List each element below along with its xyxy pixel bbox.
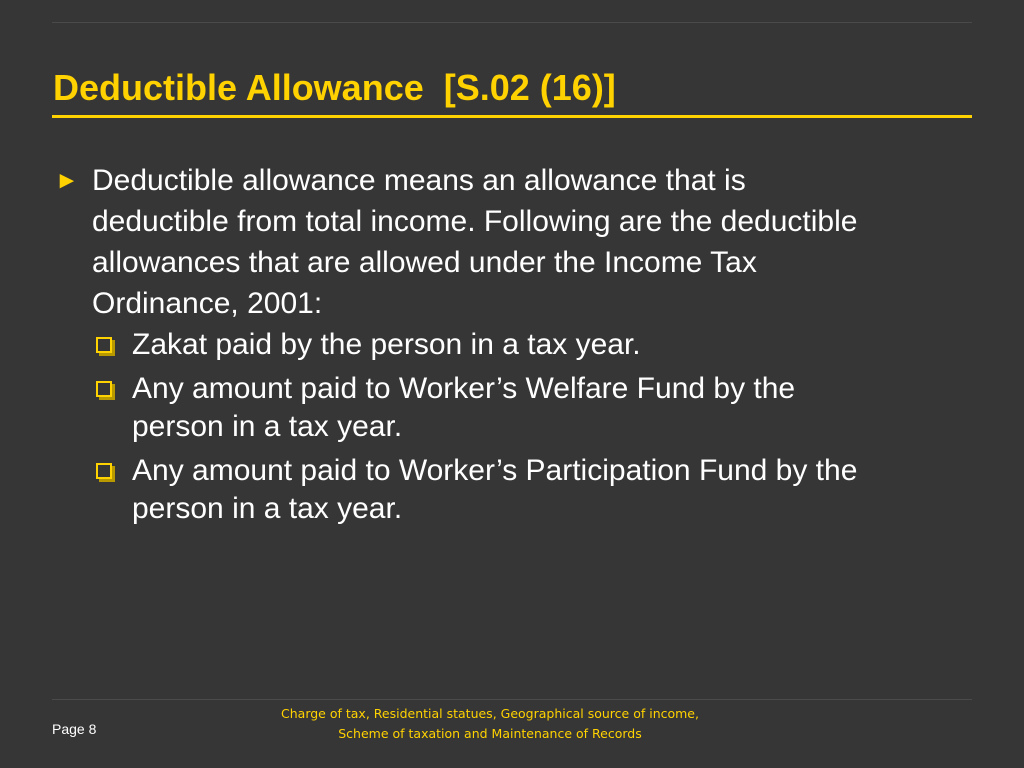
sub-bullet-line: Zakat paid by the person in a tax year. (132, 328, 641, 361)
main-bullet-line: allowances that are allowed under the Income Tax (92, 246, 757, 279)
page-number: Page 8 (52, 721, 97, 737)
main-bullet-line: Ordinance, 2001: (92, 287, 323, 320)
footer-caption-line: Scheme of taxation and Maintenance of Records (338, 726, 642, 741)
sub-bullet-line: person in a tax year. (132, 410, 403, 443)
sub-bullet-item (94, 326, 975, 364)
main-bullet-line: Deductible allowance means an allowance that is (92, 164, 746, 197)
sub-bullet-line: Any amount paid to Worker’s Welfare Fund by the (132, 372, 796, 405)
checkbox-bullet-icon (96, 381, 112, 397)
title-underline (52, 115, 972, 118)
slide-title: Deductible Allowance [S.02 (16)] (53, 67, 616, 108)
sub-bullet-line: Any amount paid to Worker’s Participation Fund by the (132, 454, 858, 487)
checkbox-bullet-icon (96, 337, 112, 353)
sub-bullet-item (94, 370, 975, 446)
footer-caption (250, 704, 730, 744)
footer-caption-line: Charge of tax, Residential statues, Geographical source of income, (281, 706, 699, 721)
footer-divider (52, 699, 972, 700)
sub-bullet-line: person in a tax year. (132, 492, 403, 525)
sub-bullet-item (94, 452, 975, 528)
main-bullet (55, 160, 975, 324)
slide-body (55, 160, 975, 534)
arrow-bullet-icon: ► (55, 167, 79, 194)
sub-bullet-list (55, 326, 975, 528)
top-divider (52, 22, 972, 23)
main-bullet-line: deductible from total income. Following are the deductible (92, 205, 858, 238)
checkbox-bullet-icon (96, 463, 112, 479)
